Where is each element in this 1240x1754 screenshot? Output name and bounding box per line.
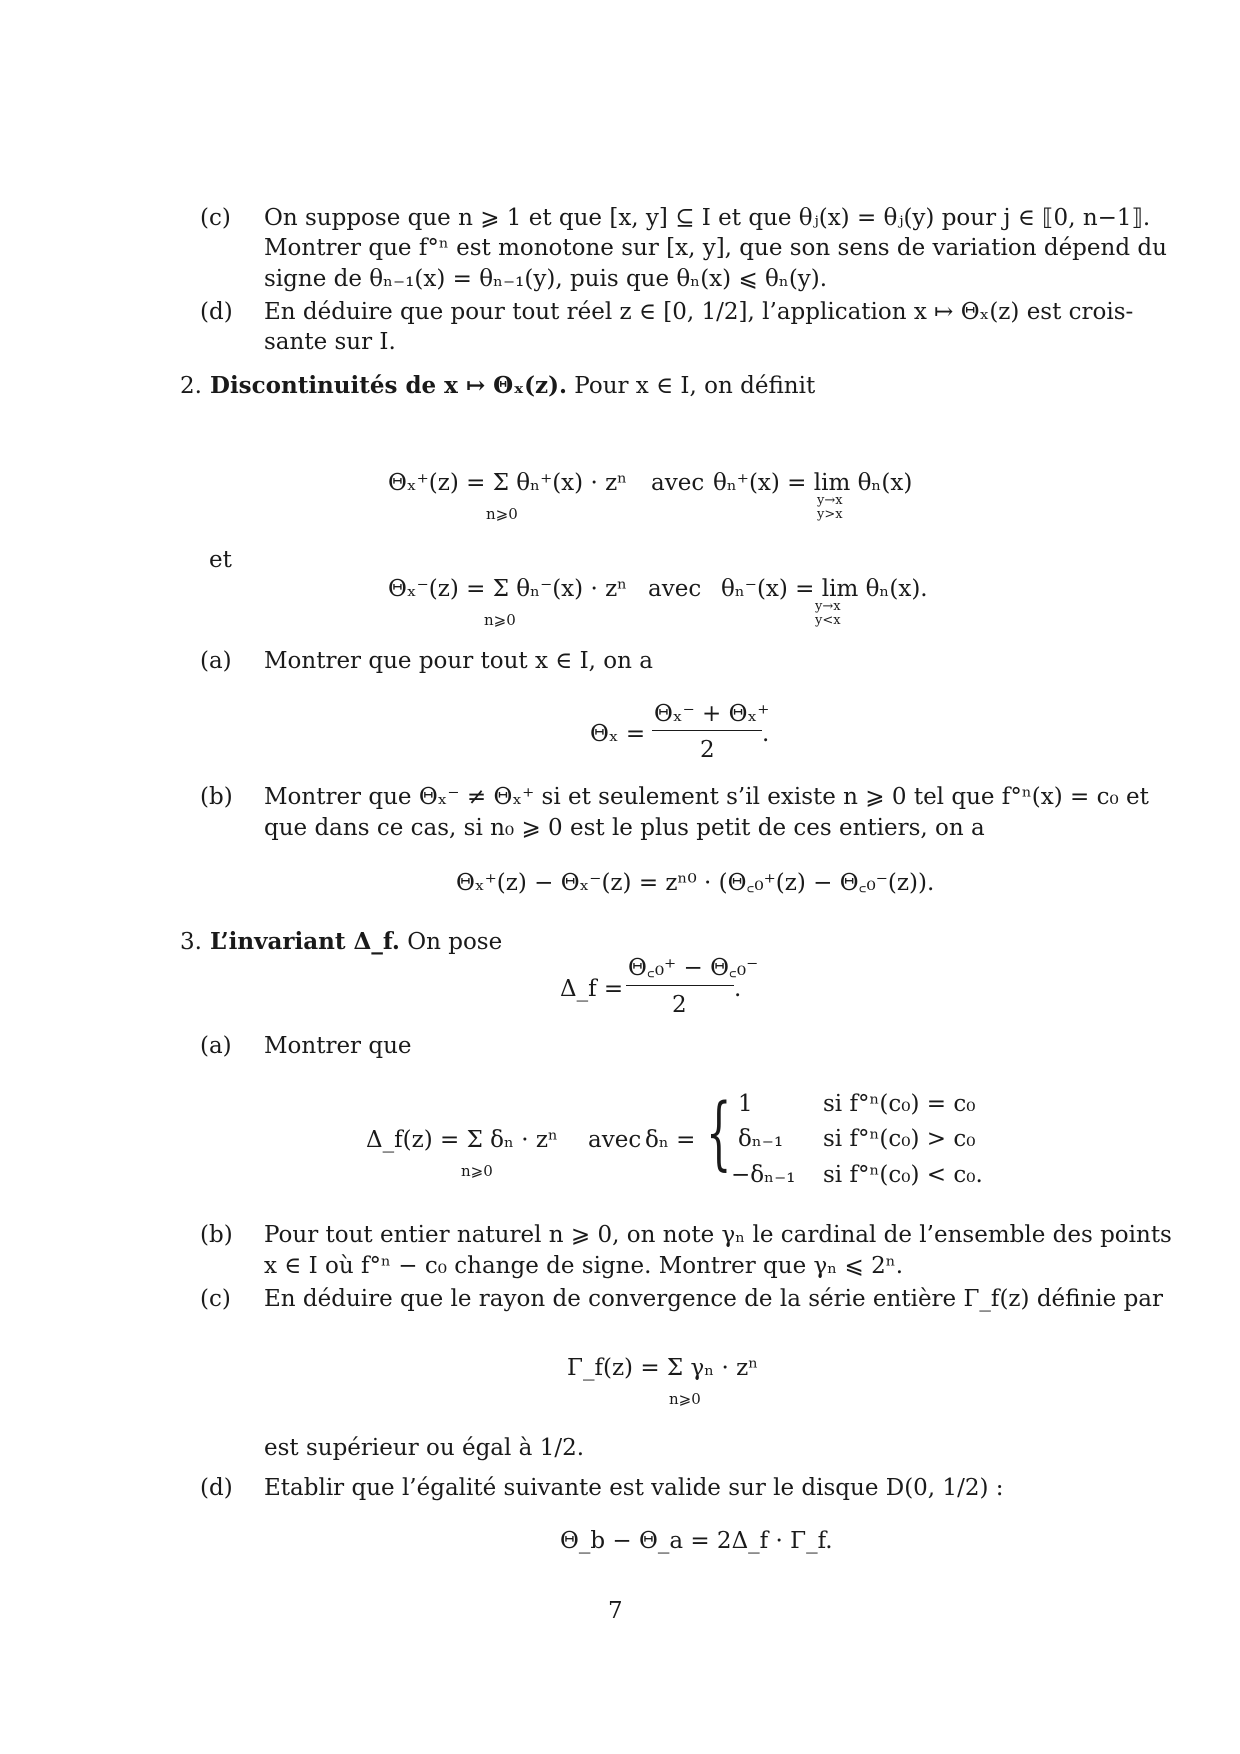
equation-theta-minus-limit: θₙ⁻(x) = lim θₙ(x). xyxy=(721,576,928,602)
item-d-line-2: sante sur I. xyxy=(264,329,396,355)
equation-delta-definition-lhs: Δ_f = xyxy=(560,976,624,1002)
equation-delta-definition-fraction-bar xyxy=(626,985,734,986)
section-2-item-a-label: (a) xyxy=(200,648,232,674)
equation-theta-average-fraction-bar xyxy=(652,730,762,731)
section-3-heading xyxy=(210,927,502,957)
equation-theta-plus-limit-sub-1: y→x xyxy=(817,493,843,508)
section-3-item-c-label: (c) xyxy=(200,1286,231,1312)
equation-theta-average-lhs: Θₓ = xyxy=(590,721,646,747)
case-1-value: 1 xyxy=(738,1091,753,1117)
connector-et: et xyxy=(209,547,232,573)
section-2-number: 2. xyxy=(180,373,202,399)
equation-gamma-series-sum-index: n⩾0 xyxy=(669,1390,701,1408)
equation-theta-minus: Θₓ⁻(z) = Σ θₙ⁻(x) · zⁿ xyxy=(388,576,628,602)
equation-theta-average-end: . xyxy=(762,721,770,747)
item-d-label: (d) xyxy=(200,299,233,325)
equation-theta-plus-limit: θₙ⁺(x) = lim θₙ(x) xyxy=(713,470,913,496)
section-3-item-b-line-2: x ∈ I où f°ⁿ − c₀ change de signe. Montrer que γₙ ⩽ 2ⁿ. xyxy=(264,1253,904,1279)
section-2-heading xyxy=(210,371,815,401)
equation-theta-plus: Θₓ⁺(z) = Σ θₙ⁺(x) · zⁿ xyxy=(388,470,628,496)
case-3-condition: si f°ⁿ(c₀) < c₀. xyxy=(823,1162,983,1188)
equation-gamma-series: Γ_f(z) = Σ γₙ · zⁿ xyxy=(567,1355,759,1381)
equation-jump-formula: Θₓ⁺(z) − Θₓ⁻(z) = zⁿ⁰ · (Θ꜀₀⁺(z) − Θ꜀₀⁻(z)). xyxy=(456,870,935,896)
section-2-intro: Pour x ∈ I, on définit xyxy=(574,373,816,399)
equation-theta-average-denominator: 2 xyxy=(700,737,715,763)
item-c-line-2: Montrer que f°ⁿ est monotone sur [x, y], que son sens de variation dépend du xyxy=(264,235,1167,261)
section-3-intro: On pose xyxy=(407,929,503,955)
case-2-condition: si f°ⁿ(c₀) > c₀ xyxy=(823,1126,976,1152)
section-3-item-d-line-1: Etablir que l’égalité suivante est valide sur le disque D(0, 1/2) : xyxy=(264,1475,1004,1501)
equation-delta-definition-denominator: 2 xyxy=(672,992,687,1018)
equation-delta-series-sum-index: n⩾0 xyxy=(461,1162,493,1180)
page-number: 7 xyxy=(608,1598,623,1624)
section-2-item-b-line-1: Montrer que Θₓ⁻ ≠ Θₓ⁺ si et seulement s’il existe n ⩾ 0 tel que f°ⁿ(x) = c₀ et xyxy=(264,784,1149,810)
section-3-item-a-label: (a) xyxy=(200,1033,232,1059)
section-2-title: Discontinuités de x ↦ Θₓ(z). xyxy=(210,372,567,399)
item-c-line-3: signe de θₙ₋₁(x) = θₙ₋₁(y), puis que θₙ(x) ⩽ θₙ(y). xyxy=(264,266,828,292)
equation-final-identity: Θ_b − Θ_a = 2Δ_f · Γ_f. xyxy=(560,1528,833,1554)
section-3-item-c-line-2: est supérieur ou égal à 1/2. xyxy=(264,1435,585,1461)
equation-delta-series-avec: avec xyxy=(588,1127,642,1153)
equation-theta-minus-avec: avec xyxy=(648,576,702,602)
section-3-item-b-label: (b) xyxy=(200,1222,233,1248)
cases-brace-icon: { xyxy=(706,1086,732,1179)
section-2-item-a-text: Montrer que pour tout x ∈ I, on a xyxy=(264,648,653,674)
equation-delta-definition-end: . xyxy=(734,976,742,1002)
equation-theta-plus-sum-index: n⩾0 xyxy=(486,505,518,523)
equation-delta-series: Δ_f(z) = Σ δₙ · zⁿ xyxy=(366,1127,558,1153)
case-2-value: δₙ₋₁ xyxy=(738,1126,784,1152)
equation-delta-definition-numerator: Θ꜀₀⁺ − Θ꜀₀⁻ xyxy=(628,955,759,981)
equation-theta-minus-sum-index: n⩾0 xyxy=(484,611,516,629)
item-c-line-1: On suppose que n ⩾ 1 et que [x, y] ⊆ I et que θⱼ(x) = θⱼ(y) pour j ∈ ⟦0, n−1⟧. xyxy=(264,205,1151,231)
equation-delta-n-lhs: δₙ = xyxy=(645,1127,696,1153)
equation-theta-minus-limit-sub-1: y→x xyxy=(815,599,841,614)
equation-theta-plus-avec: avec xyxy=(651,470,705,496)
section-3-number: 3. xyxy=(180,929,202,955)
item-d-line-1: En déduire que pour tout réel z ∈ [0, 1/2], l’application x ↦ Θₓ(z) est crois- xyxy=(264,299,1134,325)
item-c-label: (c) xyxy=(200,205,231,231)
section-2-item-b-line-2: que dans ce cas, si n₀ ⩾ 0 est le plus petit de ces entiers, on a xyxy=(264,815,985,841)
equation-theta-plus-limit-sub-2: y>x xyxy=(817,507,843,522)
section-3-item-d-label: (d) xyxy=(200,1475,233,1501)
section-3-item-b-line-1: Pour tout entier naturel n ⩾ 0, on note γₙ le cardinal de l’ensemble des points xyxy=(264,1222,1172,1248)
section-3-item-c-line-1: En déduire que le rayon de convergence de la série entière Γ_f(z) définie par xyxy=(264,1286,1164,1312)
equation-theta-minus-limit-sub-2: y<x xyxy=(815,613,841,628)
equation-theta-average-numerator: Θₓ⁻ + Θₓ⁺ xyxy=(654,701,770,727)
case-1-condition: si f°ⁿ(c₀) = c₀ xyxy=(823,1091,976,1117)
section-3-title: L’invariant Δ_f. xyxy=(210,928,400,955)
case-3-value: −δₙ₋₁ xyxy=(731,1162,796,1188)
section-3-item-a-text: Montrer que xyxy=(264,1033,412,1059)
section-2-item-b-label: (b) xyxy=(200,784,233,810)
